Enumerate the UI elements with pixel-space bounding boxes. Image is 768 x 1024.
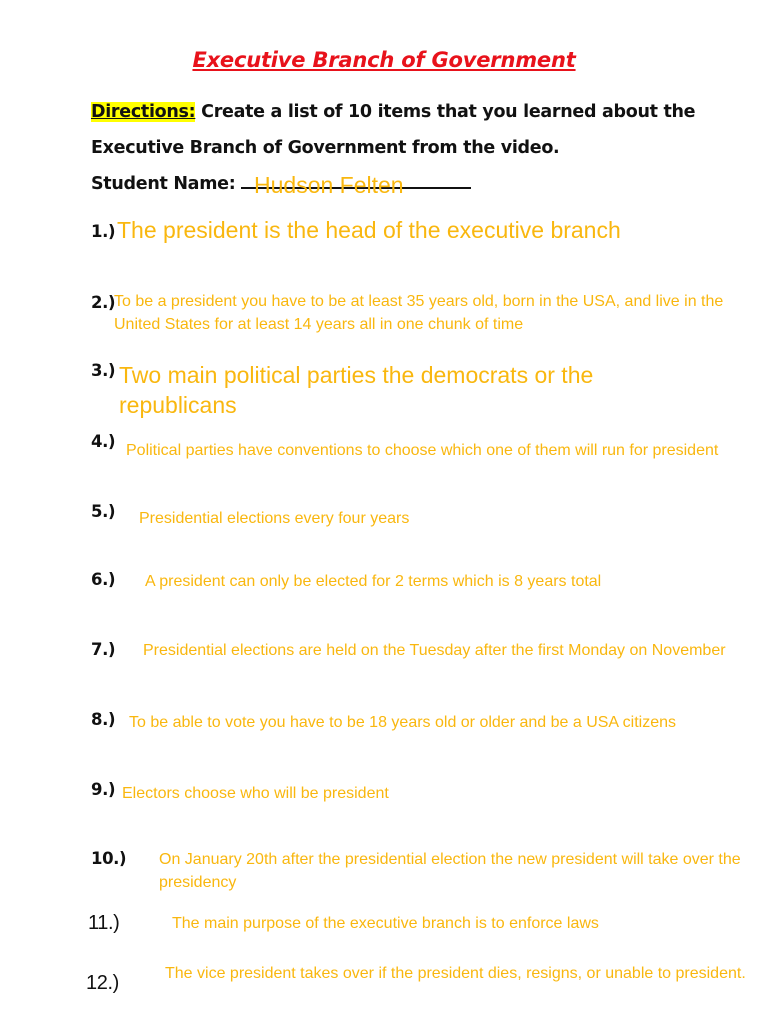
item-answer: To be a president you have to be at least 35 years old, born in the USA, and live in the United States for at least 14 years all in one chunk of time bbox=[114, 293, 724, 333]
item-answer: To be able to vote you have to be 18 years old or older and be a USA citizens bbox=[129, 714, 677, 731]
item-number: 4.) bbox=[91, 432, 116, 451]
item-number: 3.) bbox=[91, 361, 116, 380]
item-number: 7.) bbox=[91, 640, 116, 659]
item-answer: Political parties have conventions to choose which one of them will run for president bbox=[126, 442, 719, 459]
item-number: 1.) bbox=[91, 222, 116, 241]
item-answer: The main purpose of the executive branch is to enforce laws bbox=[172, 915, 599, 932]
directions-text: Create a list of 10 items that you learned about the Executive Branch of Government from the video. bbox=[91, 102, 696, 158]
item-number: 10.) bbox=[91, 849, 127, 868]
item-number: 11.) bbox=[88, 912, 120, 934]
page-title: Executive Branch of Government bbox=[192, 48, 576, 72]
directions-label: Directions: bbox=[91, 102, 196, 122]
item-answer: Two main political parties the democrats or the republicans bbox=[119, 362, 594, 418]
item-answer: Presidential elections are held on the Tuesday after the first Monday on November bbox=[143, 642, 726, 659]
item-answer: On January 20th after the presidential election the new president will take over the presidency bbox=[159, 851, 741, 891]
item-number: 6.) bbox=[91, 570, 116, 589]
student-name-value: Hudson Felten bbox=[254, 172, 404, 198]
directions bbox=[91, 94, 751, 166]
item-number: 9.) bbox=[91, 780, 116, 799]
item-number: 2.) bbox=[91, 293, 116, 312]
item-number: 8.) bbox=[91, 710, 116, 729]
student-name-label-text: Student Name: bbox=[91, 174, 242, 194]
item-number: 12.) bbox=[86, 972, 119, 994]
item-answer: Electors choose who will be president bbox=[122, 785, 389, 802]
item-answer: The vice president takes over if the president dies, resigns, or unable to president. bbox=[165, 965, 746, 982]
item-answer: A president can only be elected for 2 terms which is 8 years total bbox=[145, 573, 602, 590]
item-number: 5.) bbox=[91, 502, 116, 521]
item-answer: Presidential elections every four years bbox=[139, 510, 410, 527]
item-answer: The president is the head of the executive branch bbox=[117, 217, 621, 243]
